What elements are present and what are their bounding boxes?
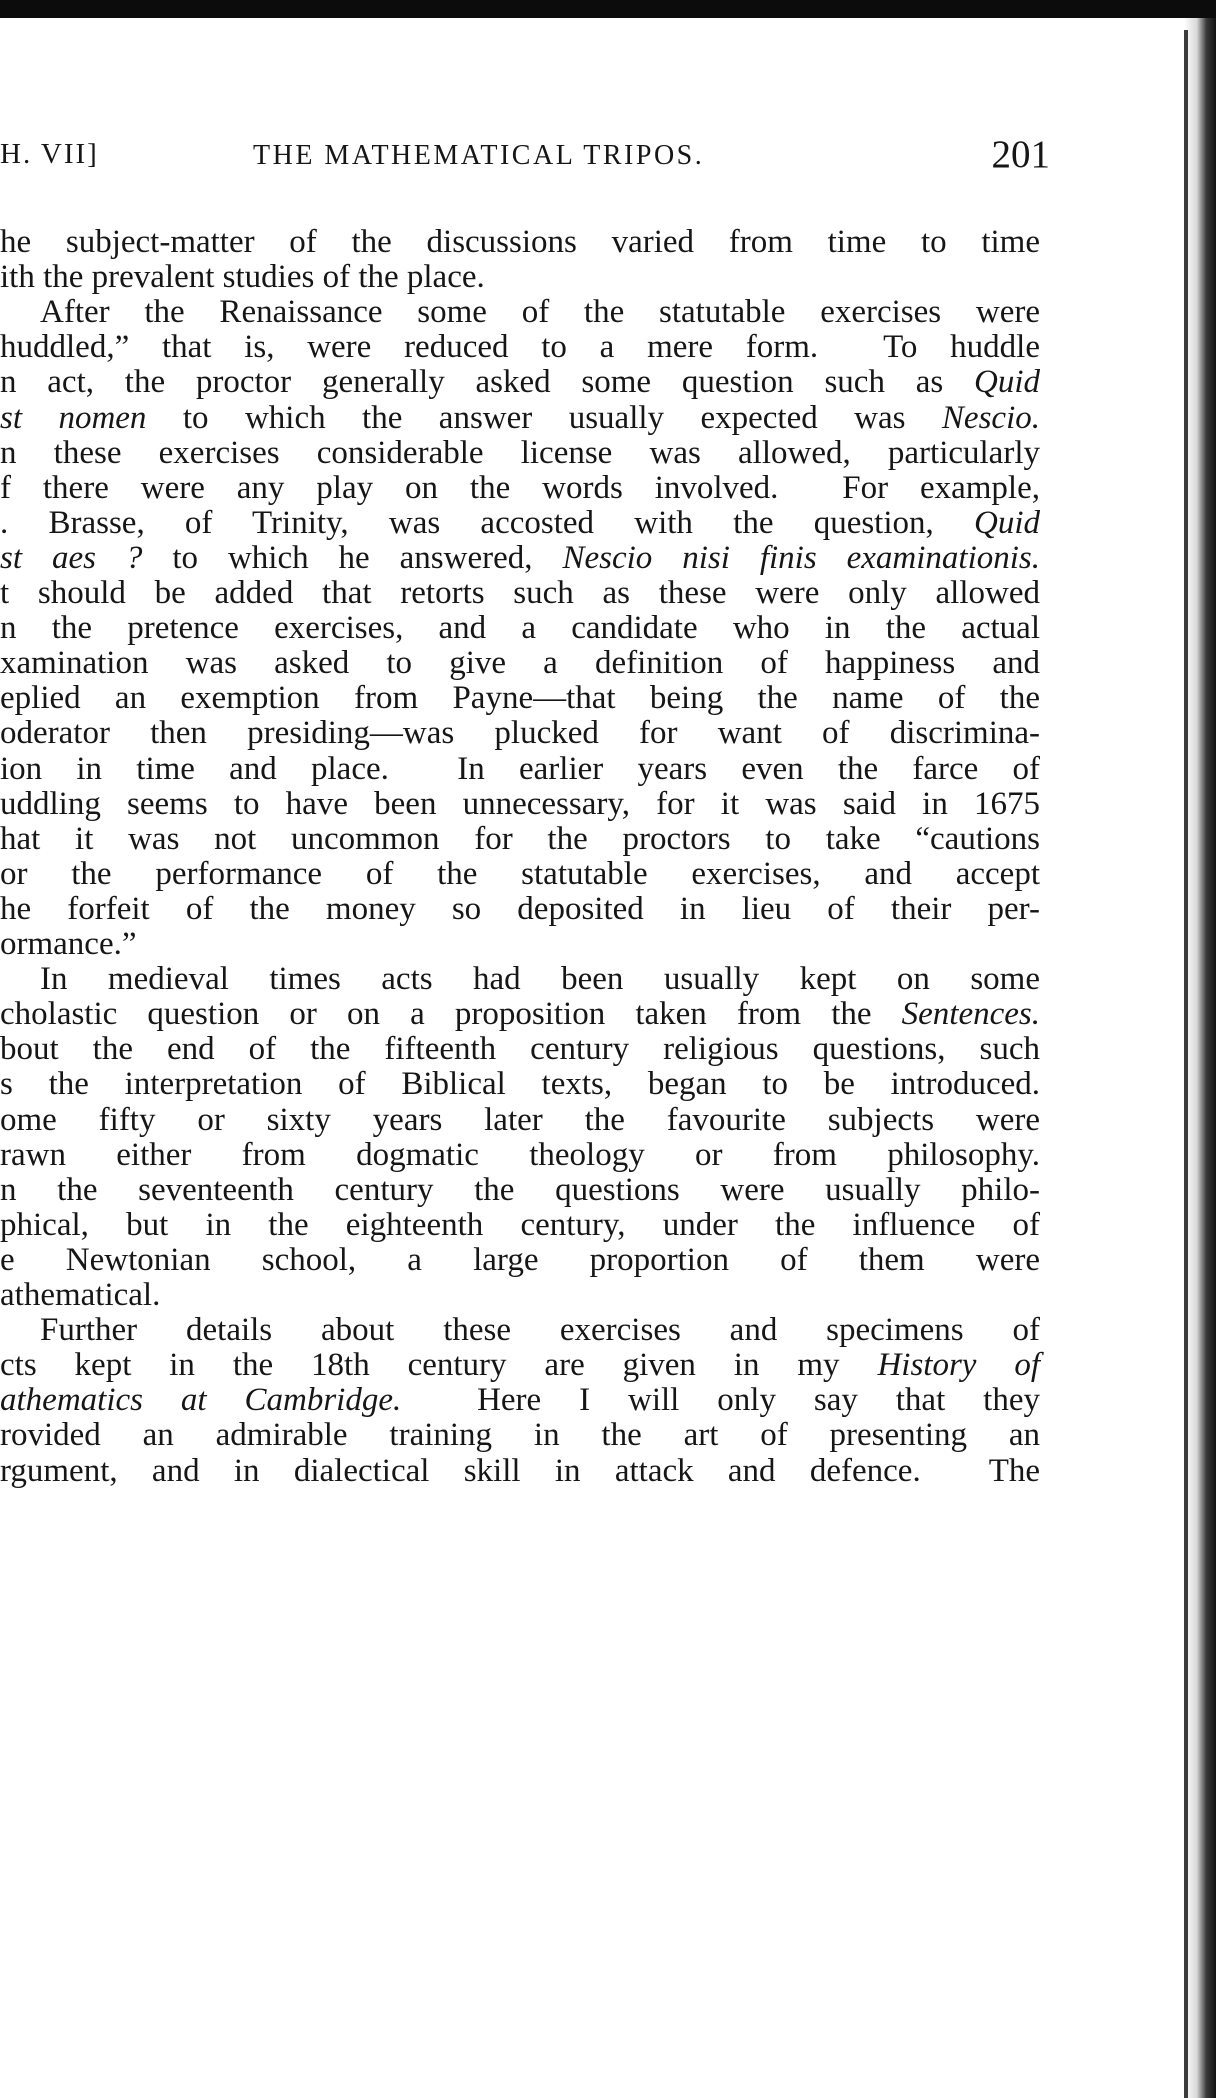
text-line (0, 539, 1041, 576)
text-line (0, 226, 1040, 259)
text-run: t should be added that retorts such as these were only allowed (0, 575, 1040, 611)
text-line (40, 296, 1040, 329)
text-line (0, 1419, 1040, 1452)
text-line (0, 717, 1040, 750)
text-line (0, 366, 1040, 399)
text-run: oderator then presiding—was plucked for want of discrimina- (0, 715, 1040, 752)
text-line (0, 785, 1040, 822)
text-line (0, 1384, 1040, 1417)
text-line (40, 1314, 1040, 1347)
italic-text: Quid (974, 364, 1040, 401)
text-line (0, 612, 1040, 645)
text-line (0, 1171, 1040, 1208)
text-run: n the seventeenth century the questions were usually philo- (0, 1171, 1040, 1208)
text-run: . Brasse, of Trinity, was accosted with the question, (0, 504, 974, 541)
text-line (0, 1241, 1040, 1278)
text-line (0, 1068, 1040, 1101)
text-run: ith the prevalent studies of the place. (0, 259, 485, 296)
text-run: phical, but in the eighteenth century, under the influence of (0, 1206, 1040, 1243)
text-line (0, 928, 137, 961)
text-run: cts kept in the 18th century are given in my (0, 1347, 878, 1384)
text-run: he forfeit of the money so deposited in lieu of their per- (0, 890, 1040, 927)
text-run: ion in time and place. In earlier years even the farce of (0, 750, 1040, 787)
text-line (0, 469, 1040, 506)
text-line (0, 577, 1040, 610)
text-run: or the performance of the statutable exercises, and accept (0, 855, 1040, 892)
text-line (0, 1349, 1040, 1382)
text-run: ormance.” (0, 926, 137, 962)
text-run: f there were any play on the words involved. For example, (0, 469, 1040, 506)
italic-text: Nescio nisi finis examinationis. (562, 539, 1041, 576)
text-run: uddling seems to have been unnecessary, for it was said in 1675 (0, 785, 1040, 822)
text-run: e Newtonian school, a large proportion of them were (0, 1241, 1040, 1278)
running-title: THE MATHEMATICAL TRIPOS. (253, 140, 705, 171)
text-run: rgument, and in dialectical skill in attack and defence. The (0, 1452, 1040, 1489)
italic-text: Quid (974, 504, 1040, 541)
text-line (0, 1033, 1040, 1066)
text-run: to which he answered, (142, 539, 563, 576)
text-run: s the interpretation of Biblical texts, began to be introduced. (0, 1066, 1040, 1103)
text-line (0, 399, 1040, 436)
text-line (0, 261, 485, 294)
italic-text: st nomen (0, 399, 147, 436)
text-run: rovided an admirable training in the art of presenting an (0, 1417, 1040, 1454)
text-run: to which the answer usually expected was (146, 399, 942, 436)
text-line (0, 647, 1040, 680)
text-run: rawn either from dogmatic theology or from philosophy. (0, 1136, 1040, 1173)
text-run: n act, the proctor generally asked some question such as (0, 364, 974, 401)
text-line (0, 1101, 1040, 1138)
text-line (0, 331, 1040, 364)
text-line (0, 434, 1040, 471)
text-run: cholastic question or on a proposition taken from the (0, 996, 902, 1033)
text-run: Here I will only say that they (401, 1382, 1040, 1419)
text-line (0, 682, 1040, 715)
text-line (0, 1452, 1040, 1489)
text-line (0, 820, 1040, 857)
italic-text: History of (877, 1347, 1040, 1384)
text-line (40, 963, 1040, 996)
text-line (0, 504, 1040, 541)
page-number: 201 (991, 133, 1050, 176)
text-run: eplied an exemption from Payne—that being the name of the (0, 680, 1040, 717)
text-run: Further details about these exercises and specimens of (40, 1312, 1040, 1349)
italic-text: athematics at Cambridge. (0, 1382, 402, 1419)
text-run: xamination was asked to give a definition of happiness and (0, 645, 1040, 682)
scan-page-edge (1184, 18, 1216, 2098)
text-run: athematical. (0, 1277, 161, 1313)
text-run: After the Renaissance some of the statutable exercises were (40, 294, 1040, 331)
text-run: bout the end of the fifteenth century religious questions, such (0, 1031, 1040, 1068)
chapter-label: H. VII] (0, 138, 99, 170)
running-header (0, 133, 1050, 188)
text-run: In medieval times acts had been usually kept on some (40, 961, 1040, 998)
text-line (0, 855, 1040, 892)
text-run: n the pretence exercises, and a candidate who in the actual (0, 610, 1040, 647)
italic-text: st aes ? (0, 539, 143, 576)
italic-text: Sentences. (901, 996, 1040, 1033)
text-run: huddled,” that is, were reduced to a mere form. To huddle (0, 329, 1040, 366)
italic-text: Nescio. (941, 399, 1040, 436)
text-line (0, 1136, 1040, 1173)
text-line (0, 1206, 1040, 1243)
text-run: hat it was not uncommon for the proctors to take “cautions (0, 820, 1040, 857)
text-run: ome fifty or sixty years later the favourite subjects were (0, 1101, 1040, 1138)
text-line (0, 750, 1040, 787)
text-run: n these exercises considerable license was allowed, particularly (0, 434, 1040, 471)
text-line (0, 890, 1040, 927)
text-run: he subject-matter of the discussions varied from time to time (0, 224, 1040, 260)
scan-page-edge-line (1184, 30, 1188, 2098)
text-line (0, 998, 1040, 1031)
text-line (0, 1279, 160, 1312)
